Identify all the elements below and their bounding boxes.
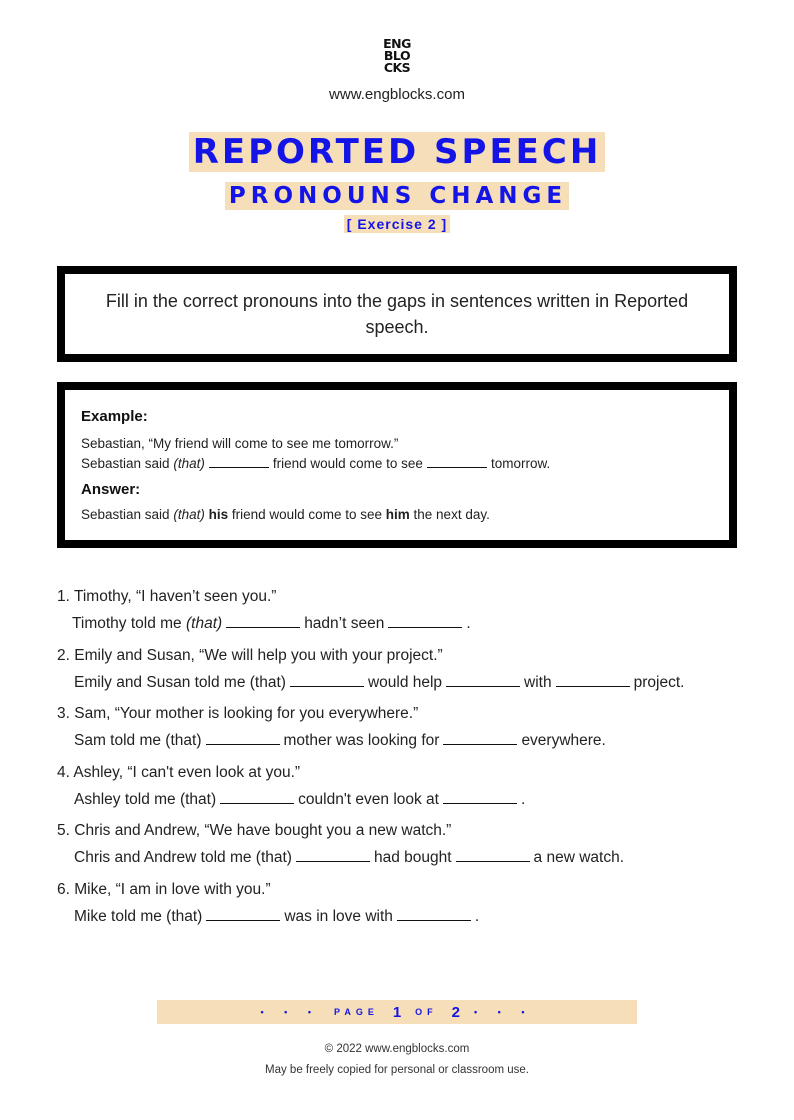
item-answer-line: Chris and Andrew told me (that) had bought a new watch. bbox=[74, 849, 625, 866]
list-item bbox=[57, 819, 747, 878]
page-word: PAGE bbox=[333, 1007, 379, 1017]
logo-line-3: CKS bbox=[383, 60, 411, 75]
answer-blank[interactable] bbox=[446, 672, 520, 687]
answer-blank[interactable] bbox=[397, 906, 471, 921]
of-word: OF bbox=[415, 1007, 438, 1017]
example-blank-1 bbox=[209, 455, 269, 468]
page-title: REPORTED SPEECH bbox=[189, 132, 606, 172]
answer-blank[interactable] bbox=[206, 906, 280, 921]
item-answer-line: Sam told me (that) mother was looking for everywhere. bbox=[74, 732, 606, 749]
instructions-box bbox=[57, 266, 737, 362]
answer-blank[interactable] bbox=[206, 730, 280, 745]
list-item bbox=[57, 644, 747, 703]
copyright: © 2022 www.engblocks.com bbox=[324, 1043, 470, 1055]
answer-blank[interactable] bbox=[296, 847, 370, 862]
answer-blank[interactable] bbox=[388, 613, 462, 628]
answer-blank[interactable] bbox=[456, 847, 530, 862]
item-quote: 3. Sam, “Your mother is looking for you everywhere.” bbox=[57, 705, 419, 722]
exercise-label: [ Exercise 2 ] bbox=[344, 215, 450, 233]
list-item bbox=[57, 702, 747, 761]
item-quote: 6. Mike, “I am in love with you.” bbox=[57, 880, 271, 898]
item-quote: 2. Emily and Susan, “We will help you with your project.” bbox=[57, 646, 443, 664]
item-answer-line: Mike told me (that) was in love with . bbox=[74, 907, 480, 925]
license-note: May be freely copied for personal or classroom use. bbox=[265, 1064, 529, 1076]
example-heading: Example: bbox=[81, 408, 148, 425]
website-link[interactable]: www.engblocks.com bbox=[329, 86, 465, 103]
answer-blank[interactable] bbox=[443, 730, 517, 745]
dots-right: • • • bbox=[474, 1007, 534, 1017]
answer-blank[interactable] bbox=[290, 672, 364, 687]
exercise-list bbox=[57, 585, 747, 936]
item-quote: 1. Timothy, “I haven’t seen you.” bbox=[57, 588, 277, 605]
instructions-text: Fill in the correct pronouns into the gaps in sentences written in Reported speech. bbox=[105, 291, 689, 337]
page-total: 2 bbox=[451, 1003, 461, 1021]
example-box bbox=[57, 382, 737, 548]
engblocks-logo bbox=[0, 38, 794, 74]
item-quote: 5. Chris and Andrew, “We have bought you a new watch.” bbox=[57, 822, 452, 839]
page-current: 1 bbox=[392, 1003, 402, 1021]
dots-left: • • • bbox=[260, 1007, 320, 1017]
answer-blank[interactable] bbox=[220, 789, 294, 804]
page-indicator bbox=[157, 1000, 637, 1024]
item-answer-line: Timothy told me (that) hadn’t seen . bbox=[72, 615, 471, 632]
item-quote: 4. Ashley, “I can't even look at you.” bbox=[57, 763, 301, 781]
example-prompt: Sebastian said (that) friend would come to see tomorrow. bbox=[81, 456, 551, 471]
item-answer-line: Ashley told me (that) couldn't even look at . bbox=[74, 790, 526, 808]
list-item bbox=[57, 761, 747, 820]
answer-blank[interactable] bbox=[226, 613, 300, 628]
example-quote: Sebastian, “My friend will come to see me tomorrow.” bbox=[81, 436, 399, 451]
list-item bbox=[57, 585, 747, 644]
answer-blank[interactable] bbox=[556, 672, 630, 687]
logo-line-1: ENG bbox=[383, 36, 411, 51]
logo-line-2: BLO bbox=[383, 48, 411, 63]
answer-heading: Answer: bbox=[81, 481, 141, 498]
item-answer-line: Emily and Susan told me (that) would help with project. bbox=[74, 673, 685, 691]
answer-blank[interactable] bbox=[443, 789, 517, 804]
list-item bbox=[57, 878, 747, 937]
page-subtitle: PRONOUNS CHANGE bbox=[225, 182, 569, 210]
example-answer: Sebastian said (that) his friend would come to see him the next day. bbox=[81, 507, 490, 522]
example-blank-2 bbox=[427, 455, 487, 468]
